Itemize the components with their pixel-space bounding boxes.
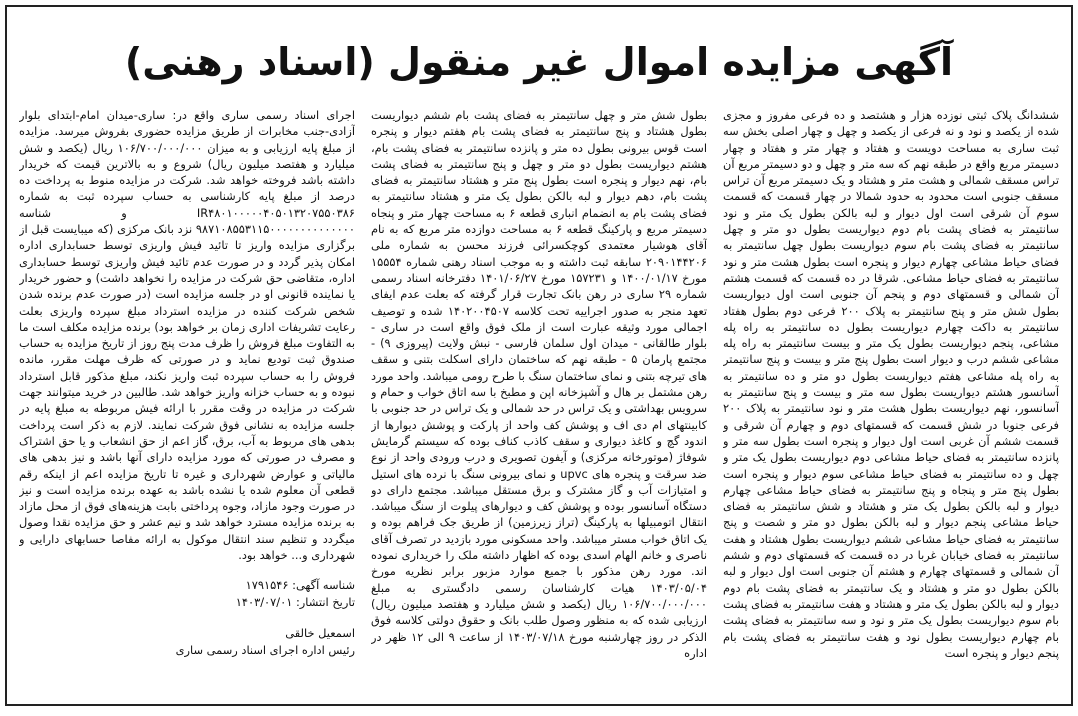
notice-title: آگهی مزایده اموال غیر منقول (اسناد رهنی) — [124, 40, 954, 84]
ad-number: شناسه آگهی: ۱۷۹۱۵۴۶ — [245, 578, 355, 593]
signature-block — [19, 577, 355, 659]
signer-position: رئیس اداره اجرای اسناد رسمی ساری — [175, 643, 355, 658]
column-middle — [371, 107, 707, 686]
notice-page — [5, 5, 1073, 706]
publish-date: تاریخ انتشار: ۱۴۰۳/۰۷/۰۱ — [235, 595, 355, 610]
text-columns — [19, 107, 1059, 686]
column-right-text: ششدانگ پلاک ثبتی نوزده هزار و هشتصد و ده فرعی مفروز و مجزی شده از یکصد و نود و نه فرعی از یکصد و چهل و چهار اصلی بخش سه ثبت ساری به مساحت دویست و هفتاد و چهار متر و هفتاد و چهار دسیمتر مربع واقع در طبقه نهم که سه متر و چهل و دو دسیمتر مربع آن تراس مسقف شمالی و هشت متر و هشتاد و یک دسیمتر مربع آن تراس مسقف جنوبی است محدود به حدود شمالا در چهار قسمت که قسمت سوم آن شرقی است اول دیوار و لبه بالکن بطول یک متر و نود سانتیمتر به فضای پشت بام دوم دیواریست بطول دو متر و چهل سانتیمتر به فضای پشت بام سوم دیواریست بطول چهل سانتیمتر به فضای حیاط مشاعی چهارم دیوار و پنجره است بطول هشت متر و نود سانتیمتر به فضای حیاط مشاعی. شرقا در ده قسمت که قسمت هشتم آن شمالی و قسمتهای دوم و پنجم آن جنوبی است اول دیواریست بطول شش متر و پنج سانتیمتر به پلاک ۲۰۰ فرعی دوم بطول هفتاد سانتیمتر به داکت چهارم دیواریست بطول ده سانتیمتر به راه پله مشاعی، پنجم دیواریست بطول یک متر و بیست سانتیمتر به راه پله مشاعی ششم درب و دیوار است بطول پنج متر و بیست و پنج سانتیمتر به راه پله مشاعی هفتم دیواریست بطول دو متر و ده سانتیمتر به آسانسور هشتم دیواریست بطول سه متر و بیست و پنج سانتیمتر به آسانسور، نهم دیواریست بطول هشت متر و نود سانتیمتر به پلاک ۲۰۰ فرعی جنوبا در شش قسمت که قسمتهای دوم و چهارم آن شرقی و قسمت ششم آن غربی است اول دیوار و پنجره است بطول سه متر و پانزده سانتیمتر به فضای حیاط مشاعی دوم دیواریست بطول یک متر و چهل و ده سانتیمتر به فضای حیاط مشاعی سوم دیوار و پنجره است بطول پنج متر و پنجاه و پنج سانتیمتر به فضای حیاط مشاعی چهارم دیوار و لبه بالکن بطول یک متر و هشتاد و شش سانتیمتر به فضای حیاط مشاعی پنجم دیوار و لبه بالکن بطول دو متر و شصت و پنج سانتیمتر به فضای حیاط مشاعی ششم دیواریست بطول هشتاد و هفت سانتیمتر به فضای خیابان غربا در ده قسمت که قسمتهای دوم و ششم آن شمالی و قسمتهای چهارم و هشتم آن جنوبی است اول دیوار و لبه بالکن بطول دو متر و هشتاد و یک سانتیمتر به فضای پشت بام دوم دیوار و لبه بالکن بطول یک متر و هشتاد و هفت سانتیمتر به فضای پشت بام سوم دیواریست بطول یک متر و نود و سه سانتیمتر به فضای پشت بام چهارم دیواریست بطول نود و هفت سانتیمتر به فضای پشت بام پنجم دیوار و پنجره است — [723, 108, 1059, 660]
column-right — [723, 107, 1059, 686]
signer-name: اسمعیل خالقی — [285, 626, 355, 641]
column-left — [19, 107, 355, 686]
column-middle-text: بطول شش متر و چهل سانتیمتر به فضای پشت بام ششم دیواریست بطول هشتاد و پنج سانتیمتر به فضای پشت بام هفتم دیوار و پنجره است قوس بیرونی بطول ده متر و پانزده سانتیمتر به فضای پشت بام، هشتم دیواریست بطول دو متر و چهل و پنج سانتیمتر به فضای پشت بام، نهم دیوار و پنجره است بطول پنج متر و هشتاد سانتیمتر به فضای پشت بام، دهم دیوار و لبه بالکن بطول یک متر و هشتاد سانتیمتر به فضای پشت بام به انضمام انباری قطعه ۶ به مساحت چهار متر و پنجاه دسیمتر مربع و پارکینگ قطعه ۶ به مساحت دوازده متر مربع که به نام آقای هوشیار معتمدی کوچکسرائی فرزند محسن به شماره ملی ۲۰۹۰۱۴۴۲۰۶ سابقه ثبت داشته و به موجب اسناد رهنی شماره ۱۵۵۵۴ مورخ ۱۴۰۰/۰۱/۱۷ و ۱۵۷۲۳۱ مورخ ۱۴۰۱/۰۶/۲۷ دفترخانه اسناد رسمی شماره ۲۹ ساری در رهن بانک تجارت قرار گرفته که بعلت عدم ایفای تعهد منجر به صدور اجراییه تحت کلاسه ۱۴۰۲۰۰۴۵۰۷ شده و توصیف اجمالی مورد وثیقه عبارت است از ملک فوق واقع است در ساری - بلوار طالقانی - میدان اول سلمان فارسی - نبش ولایت (پیروزی ۹) - مجتمع پارمان ۵ - طبقه نهم که ساختمان دارای اسکلت بتنی و سقف های تیرچه بتنی و نمای ساختمان سنگ با طرح رومی میباشد. واحد مورد رهن مشتمل بر هال و آشپزخانه اپن و مطبخ با سه اتاق خواب و حمام و سرویس بهداشتی و یک تراس در حد شمالی و یک تراس در حد جنوبی با کابینتهای ام دی اف و پوشش کف واحد از پارکت و پوشش دیوارها از اندود گچ و کاغذ دیواری و سقف کاذب کناف بوده که سیستم گرمایش شوفاژ (موتورخانه مرکزی) و آیفون تصویری و درب ورودی واحد از نوع ضد سرقت و پنجره های upvc و نمای بیرونی سنگ با نرده های استیل و امتیازات آب و گاز مشترک و برق مستقل میباشد. مجتمع دارای دو دستگاه آسانسور بوده و پوشش کف و دیوارهای پیلوت از سنگ میباشد. انتقال اتومبیلها به پارکینگ (تراز زیرزمین) از طریق جک فراهم بوده و یک اتاق خواب مستر میباشد. واحد مسکونی مورد بازدید در تصرف آقای ناصری و خانم الهام اسدی بوده که اظهار داشته ملک را خریداری نموده اند. مورد رهن مذکور با جمیع موارد مزبور برابر نظریه مورخ ۱۴۰۳/۰۵/۰۴ هیات کارشناسان رسمی دادگستری به مبلغ ۱۰۶/۷۰۰/۰۰۰/۰۰۰ ریال (یکصد و شش میلیارد و هفتصد میلیون ریال) ارزیابی شده که به منظور وصول طلب بانک و حقوق دولتی کلاسه فوق الذکر در روز چهارشنبه مورخ ۱۴۰۳/۰۷/۱۸ از ساعت ۹ الی ۱۲ ظهر در اداره — [371, 108, 707, 660]
title-area — [7, 17, 1071, 107]
column-left-text: اجرای اسناد رسمی ساری واقع در: ساری-میدان امام-ابتدای بلوار آزادی-جنب مخابرات از طریق مزایده حضوری بفروش میرسد. مزایده از مبلغ پایه ارزیابی و به میزان ۱۰۶/۷۰۰/۰۰۰/۰۰۰ ریال (یکصد و شش میلیارد و هفتصد میلیون ریال) شروع و به بالاترین قیمت که خریدار داشته باشد فروخته خواهد شد. شرکت در مزایده منوط به پرداخت ده درصد از مبلغ پایه کارشناسی به حساب سپرده ثبت به شماره IR۴۸۰۱۰۰۰۰۰۴۰۵۰۱۳۲۰۷۵۵۰۳۸۶ و شناسه ۹۸۷۱۰۸۵۵۳۱۱۵۰۰۰۰۰۰۰۰۰۰۰۰۰۰ نزد بانک مرکزی (که میبایست قبل از برگزاری مزایده واریز تا تائید فیش واریزی توسط حسابداری اداره امکان پذیر گردد و در صورت عدم تائید فیش واریزی توسط حسابداری اداره، متقاضی حق شرکت در مزایده را نخواهد داشت) و حضور خریدار یا نماینده قانونی او در جلسه مزایده است (در صورت عدم برنده شدن شخص شرکت کننده در مزایده استرداد مبلغ سپرده واریزی بعلت رعایت تشریفات اداری زمان بر خواهد بود) برنده مزایده مکلف است ما به التفاوت مبلغ فروش را ظرف مدت پنج روز از تاریخ مزایده به حساب صندوق ثبت تودیع نماید و در صورتی که ظرف مهلت مقرر، مانده فروش را به حساب سپرده ثبت واریز نکند، مبلغ مذکور قابل استرداد نبوده و به حساب خزانه واریز خواهد شد. طالبین در خرید میتوانند جهت شرکت در مزایده در وقت مقرر با ارائه فیش مربوطه به مبلغ پایه در جلسه مزایده به نشانی فوق شرکت نمایند. لازم به ذکر است پرداخت بدهی های مربوط به آب، برق، گاز اعم از حق انشعاب و یا حق اشتراک و مصرف در صورتی که مورد مزایده دارای آنها باشد و نیز بدهی های مالیاتی و عوارض شهرداری و غیره تا تاریخ مزایده اعم از اینکه رقم قطعی آن معلوم شده یا نشده باشد به عهده برنده مزایده است و نیز در صورت وجود مازاد، وجوه پرداختی بابت هزینه‌های فوق از محل مازاد به برنده مزایده مسترد خواهد شد و نیم عشر و حق مزایده نقدا وصول میگردد و تنظیم سند انتقال موکول به ارائه مفاصا حسابهای دارایی و شهرداری و... خواهد بود. — [19, 108, 355, 563]
